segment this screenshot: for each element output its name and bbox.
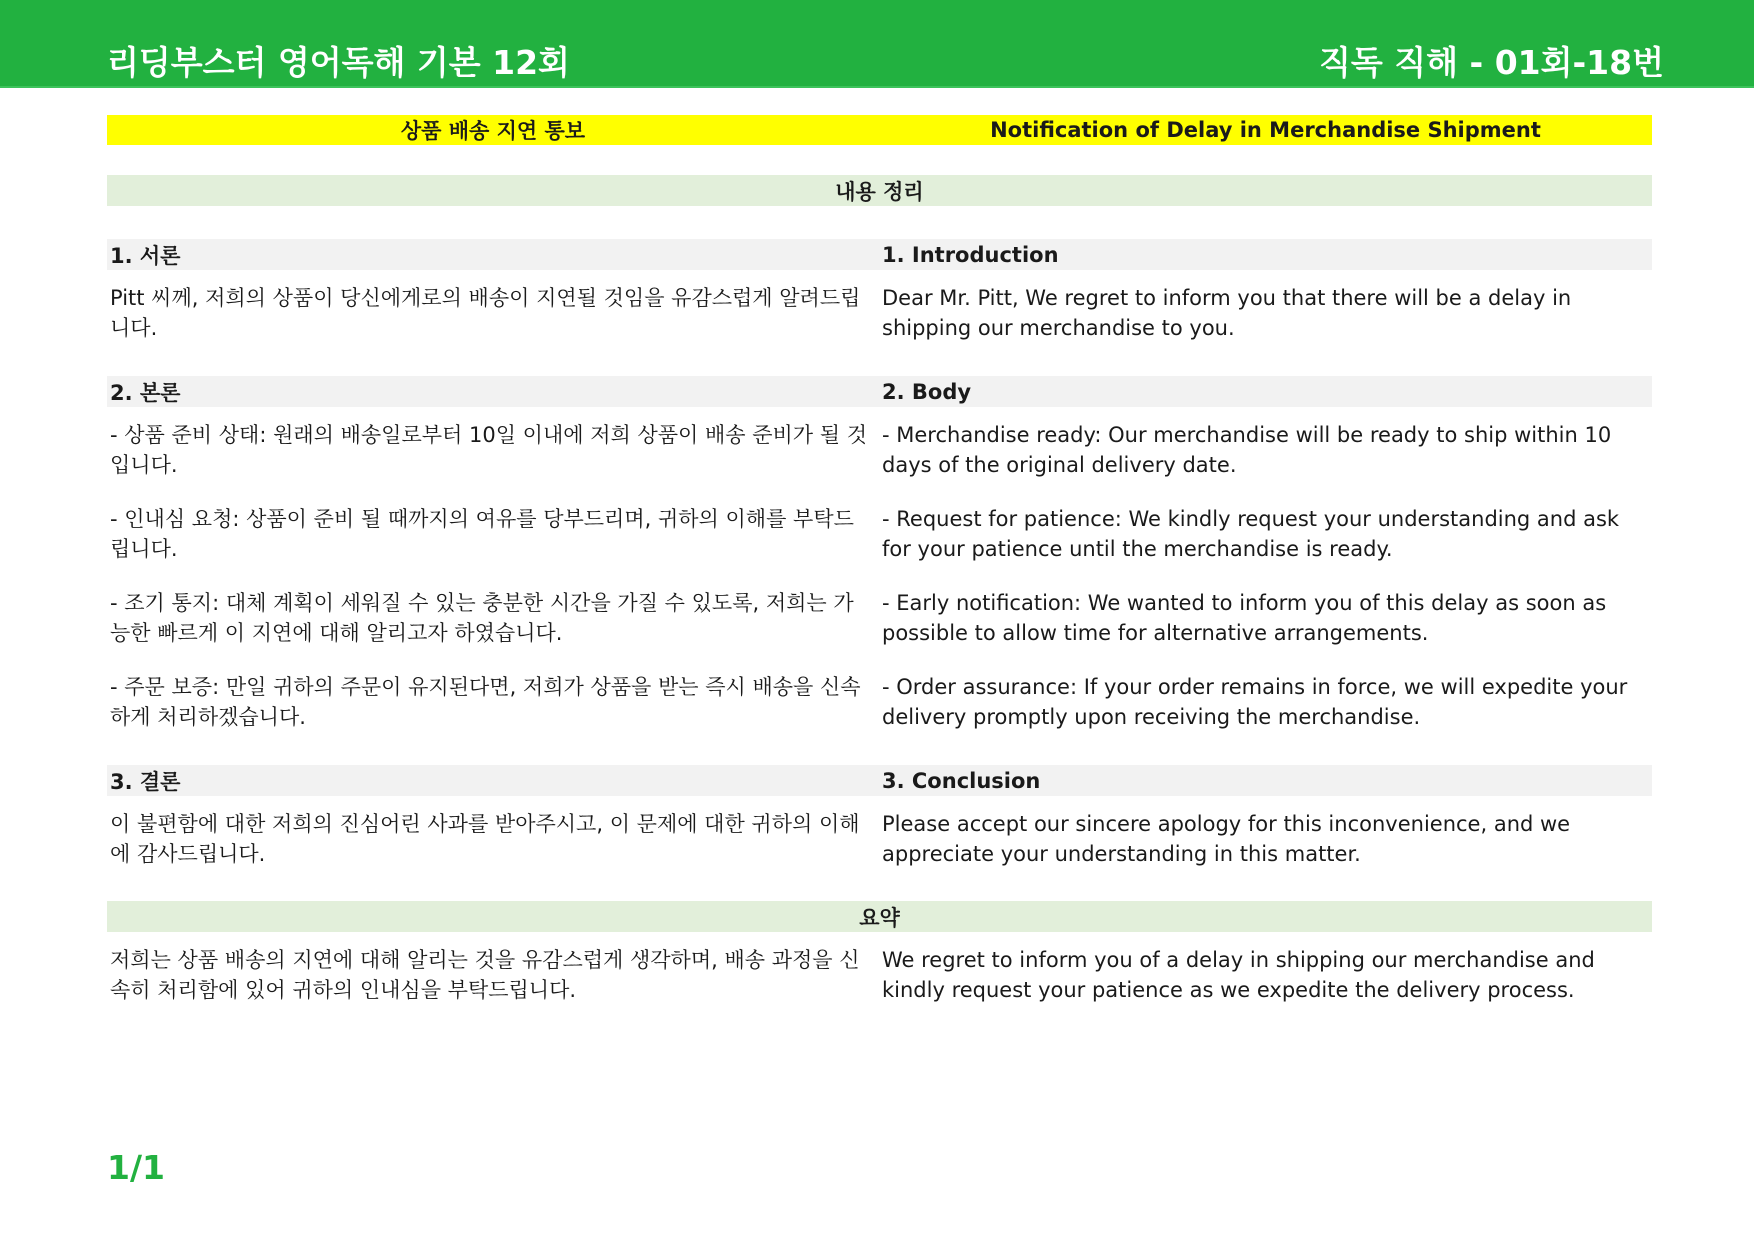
summary-label: 요약 xyxy=(859,905,900,930)
section-introduction xyxy=(107,239,1652,343)
content-row xyxy=(107,420,1652,480)
outline-band xyxy=(107,175,1652,206)
document-body xyxy=(107,115,1652,1005)
english-text: Please accept our sincere apology for this inconvenience, and we appreciate your understanding in this matter. xyxy=(882,812,1571,866)
section-conclusion xyxy=(107,765,1652,869)
korean-text: - 조기 통지: 대체 계획이 세워질 수 있는 충분한 시간을 가질 수 있도록, 저희는 가능한 빠르게 이 지연에 대해 알리고자 하였습니다. xyxy=(110,591,854,645)
title-korean: 상품 배송 지연 통보 xyxy=(400,119,586,143)
content-row xyxy=(107,504,1652,564)
korean-text: Pitt 씨께, 저희의 상품이 당신에게로의 배송이 지연될 것임을 유감스럽게 알려드립니다. xyxy=(110,286,861,340)
section-heading-english: 2. Body xyxy=(882,379,972,404)
title-bar xyxy=(107,115,1652,145)
section-heading-korean: 3. 결론 xyxy=(110,769,181,794)
title-english: Notification of Delay in Merchandise Shipment xyxy=(990,118,1541,142)
content-row xyxy=(107,809,1652,869)
section-heading xyxy=(107,765,1652,796)
header-title: 리딩부스터 영어독해 기본 12회 xyxy=(107,43,570,82)
header-subtitle: 직독 직해 - 01회-18번 xyxy=(1319,43,1664,82)
section-heading-english: 1. Introduction xyxy=(882,242,1059,267)
section-heading-korean: 2. 본론 xyxy=(110,380,181,405)
korean-text: - 주문 보증: 만일 귀하의 주문이 유지된다면, 저희가 상품을 받는 즉시 배송을 신속하게 처리하겠습니다. xyxy=(110,675,861,729)
english-text: - Request for patience: We kindly request your understanding and ask for your patience until the merchandise is ready. xyxy=(882,507,1620,561)
korean-text: - 인내심 요청: 상품이 준비 될 때까지의 여유를 당부드리며, 귀하의 이해를 부탁드립니다. xyxy=(110,507,854,561)
section-body xyxy=(107,376,1652,732)
summary-row xyxy=(107,945,1652,1005)
english-text: Dear Mr. Pitt, We regret to inform you that there will be a delay in shipping our merchandise to you. xyxy=(882,286,1572,340)
english-text: - Order assurance: If your order remains in force, we will expedite your delivery promptly upon receiving the merchandise. xyxy=(882,675,1628,729)
content-row xyxy=(107,283,1652,343)
summary-korean: 저희는 상품 배송의 지연에 대해 알리는 것을 유감스럽게 생각하며, 배송 과정을 신속히 처리함에 있어 귀하의 인내심을 부탁드립니다. xyxy=(110,948,860,1002)
english-text: - Early notification: We wanted to inform you of this delay as soon as possible to allow time for alternative arrangements. xyxy=(882,591,1607,645)
korean-text: 이 불편함에 대한 저희의 진심어린 사과를 받아주시고, 이 문제에 대한 귀하의 이해에 감사드립니다. xyxy=(110,812,860,866)
content-row xyxy=(107,672,1652,732)
section-heading xyxy=(107,239,1652,270)
page-number: 1/1 xyxy=(107,1148,165,1187)
outline-label: 내용 정리 xyxy=(835,179,924,204)
summary-band xyxy=(107,901,1652,932)
page-header xyxy=(0,0,1754,88)
section-heading xyxy=(107,376,1652,407)
content-row xyxy=(107,588,1652,648)
english-text: - Merchandise ready: Our merchandise will be ready to ship within 10 days of the original delivery date. xyxy=(882,423,1612,477)
korean-text: - 상품 준비 상태: 원래의 배송일로부터 10일 이내에 저희 상품이 배송 준비가 될 것입니다. xyxy=(110,423,868,477)
section-heading-korean: 1. 서론 xyxy=(110,243,181,268)
summary-english: We regret to inform you of a delay in shipping our merchandise and kindly request your patience as we expedite the delivery process. xyxy=(882,948,1595,1002)
section-heading-english: 3. Conclusion xyxy=(882,768,1041,793)
